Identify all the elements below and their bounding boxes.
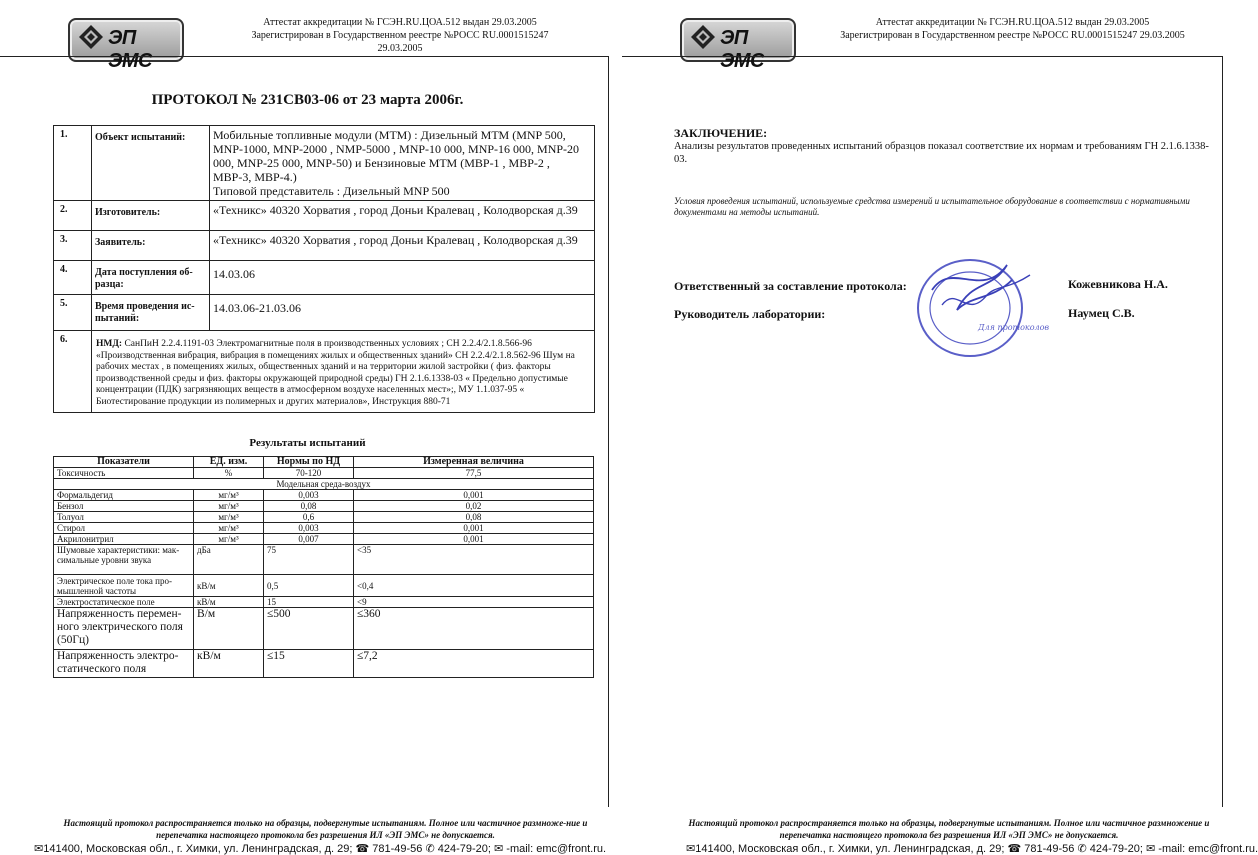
info-num: 5. bbox=[54, 295, 92, 331]
cell: Формальдегид bbox=[54, 490, 194, 501]
conclusion-heading: ЗАКЛЮЧЕНИЕ: bbox=[674, 126, 768, 140]
cell: ≤500 bbox=[264, 608, 354, 650]
cell: мг/м³ bbox=[194, 523, 264, 534]
info-row bbox=[54, 261, 595, 295]
cell: Шумовые характеристики: мак-симальные уровни звука bbox=[54, 545, 194, 575]
protocol-page-2 bbox=[622, 0, 1258, 855]
info-label: Заявитель: bbox=[92, 231, 210, 261]
table-row bbox=[54, 597, 594, 608]
info-value: 14.03.06-21.03.06 bbox=[210, 295, 595, 331]
info-row bbox=[54, 331, 595, 413]
section-label: Модельная среда-воздух bbox=[54, 479, 594, 490]
table-row bbox=[54, 575, 594, 597]
table-row bbox=[54, 501, 594, 512]
info-label: Дата поступления об-разца: bbox=[92, 261, 210, 295]
cell: 75 bbox=[264, 545, 354, 575]
typical-representative: Типовой представитель : Дизельный MNP 500 bbox=[213, 184, 450, 198]
logo-diamond-icon bbox=[690, 24, 716, 50]
cell: Напряженность электро-статического поля bbox=[54, 650, 194, 678]
info-label: Время проведения ис-пытаний: bbox=[92, 295, 210, 331]
object-description: Мобильные топливные модули (МТМ) : Дизельный МТМ (MNP 500, MNP-1000, MNP-2000 , NMP-5000 , MNP-10 000, MNP-16 000, MNP-20 000, MNP-25 000, MNP-50) и Бензиновые МТМ (МВР-1 , МВР-2 , МВР-3, МВР-4.) bbox=[213, 128, 580, 184]
signature-name-head: Наумец С.В. bbox=[1068, 306, 1135, 320]
cell: Стирол bbox=[54, 523, 194, 534]
nmd-label: НМД: bbox=[96, 339, 123, 349]
signature-role-head: Руководитель лаборатории: bbox=[674, 307, 826, 321]
cell: 0,5 bbox=[264, 575, 354, 597]
nmd-value: СанПиН 2.2.4.1191-03 Электромагнитные поля в производственных условиях ; СН 2.2.4/2.1.8.566-96 «Производственная вибрация, вибрация в помещениях жилых и общественных зданий» СН 2.2.4/2.1.8.562-96 Шум на рабочих местах , в помещениях жилых, общественных зданий и на территории жилой застройки ( физ. факторы производственной среды и физ. факторы окружающей природной среды) ГН 2.1.6.1338-03 « Предельно допустимые концентрации (ПДК) загрязняющих веществ в атмосферном воздухе населенных мест»;, МУ 1.1.037-95 « Биотестирование продукции из полимерных и других материалов», Инструкция 880-71 bbox=[96, 339, 575, 407]
cell: Бензол bbox=[54, 501, 194, 512]
info-value: «Техникс» 40320 Хорватия , город Доньи Кралевац , Колодворская д.39 bbox=[210, 201, 595, 231]
cell: <9 bbox=[354, 597, 594, 608]
accreditation-line-1: Аттестат аккредитации № ГСЭН.RU.ЦОА.512 выдан 29.03.2005 bbox=[263, 17, 537, 28]
cell: <0,4 bbox=[354, 575, 594, 597]
conclusion-text: Анализы результатов проведенных испытаний образцов показал соответствие их нормам и требованиям ГН 2.1.6.1338-03. bbox=[674, 141, 1209, 165]
table-row bbox=[54, 512, 594, 523]
cell: Электрическое поле тока про-мышленной частоты bbox=[54, 575, 194, 597]
section-row bbox=[54, 479, 594, 490]
table-row bbox=[54, 523, 594, 534]
info-row bbox=[54, 231, 595, 261]
cell: 0,08 bbox=[264, 501, 354, 512]
cell: Толуол bbox=[54, 512, 194, 523]
table-row bbox=[54, 650, 594, 678]
cell: ≤360 bbox=[354, 608, 594, 650]
logo-diamond-icon bbox=[78, 24, 104, 50]
info-num: 1. bbox=[54, 126, 92, 201]
info-label: Изготовитель: bbox=[92, 201, 210, 231]
cell: 0,001 bbox=[354, 523, 594, 534]
col-header: Нормы по НД bbox=[264, 457, 354, 468]
cell: Электростатическое поле bbox=[54, 597, 194, 608]
cell: дБа bbox=[194, 545, 264, 575]
cell: мг/м³ bbox=[194, 490, 264, 501]
cell: кВ/м bbox=[194, 650, 264, 678]
cell: Токсичность bbox=[54, 468, 194, 479]
cell: 0,02 bbox=[354, 501, 594, 512]
cell: ≤7,2 bbox=[354, 650, 594, 678]
cell: ≤15 bbox=[264, 650, 354, 678]
cell: 15 bbox=[264, 597, 354, 608]
info-value: 14.03.06 bbox=[210, 261, 595, 295]
info-row bbox=[54, 126, 595, 201]
col-header: Показатели bbox=[54, 457, 194, 468]
cell: мг/м³ bbox=[194, 534, 264, 545]
info-num: 6. bbox=[54, 331, 92, 413]
info-row bbox=[54, 201, 595, 231]
protocol-title: ПРОТОКОЛ № 231СВ03-06 от 23 марта 2006г. bbox=[151, 92, 464, 108]
laboratory-stamp bbox=[912, 250, 1050, 360]
info-num: 3. bbox=[54, 231, 92, 261]
footer-note: Настоящий протокол распространяется только на образцы, подвергнутые испытаниям. Полное или частичное размножение и перепечатка настоящего протокола без разрешения ИЛ «ЭП ЭМС» не допускается. bbox=[688, 818, 1210, 840]
cell: 0,6 bbox=[264, 512, 354, 523]
nmd-text bbox=[92, 331, 595, 413]
cell: 70-120 bbox=[264, 468, 354, 479]
cell: мг/м³ bbox=[194, 512, 264, 523]
signature-role-responsible: Ответственный за составление протокола: bbox=[674, 279, 907, 293]
cell: 0,001 bbox=[354, 490, 594, 501]
address-line: ✉141400, Московская обл., г. Химки, ул. Ленинградская, д. 29; ☎ 781-49-56 ✆ 424-79-20; ✉ -mail: emc@front.ru. bbox=[686, 843, 1258, 855]
cell: 0,003 bbox=[264, 523, 354, 534]
table-row bbox=[54, 490, 594, 501]
table-row bbox=[54, 468, 594, 479]
info-table bbox=[53, 125, 595, 413]
accreditation-line-1: Аттестат аккредитации № ГСЭН.RU.ЦОА.512 выдан 29.03.2005 bbox=[875, 17, 1150, 28]
stamp-text: Для протоколов bbox=[978, 323, 1050, 332]
cell: 0,08 bbox=[354, 512, 594, 523]
cell: 0,003 bbox=[264, 490, 354, 501]
table-row bbox=[54, 608, 594, 650]
accreditation-line-2: Зарегистрирован в Государственном реестре №РОСС RU.0001515247 29.03.2005 bbox=[840, 30, 1185, 41]
info-num: 4. bbox=[54, 261, 92, 295]
info-label: Объект испытаний: bbox=[92, 126, 210, 201]
address-line: ✉141400, Московская обл., г. Химки, ул. Ленинградская, д. 29; ☎ 781-49-56 ✆ 424-79-20; ✉ -mail: emc@front.ru. bbox=[34, 843, 607, 855]
table-row bbox=[54, 545, 594, 575]
info-row bbox=[54, 295, 595, 331]
accreditation-line-2: Зарегистрирован в Государственном реестре №РОСС RU.0001515247 29.03.2005 bbox=[251, 30, 549, 54]
logo-text: ЭП ЭМС bbox=[720, 27, 764, 72]
accreditation-info bbox=[840, 16, 1185, 42]
info-value bbox=[210, 126, 595, 201]
accreditation-info bbox=[230, 16, 570, 55]
results-title: Результаты испытаний bbox=[249, 437, 366, 449]
cell: Акрилонитрил bbox=[54, 534, 194, 545]
cell: Напряженность перемен-ного электрического поля (50Гц) bbox=[54, 608, 194, 650]
cell: 0,007 bbox=[264, 534, 354, 545]
protocol-page-1 bbox=[0, 0, 615, 855]
info-num: 2. bbox=[54, 201, 92, 231]
cell: кВ/м bbox=[194, 597, 264, 608]
cell: <35 bbox=[354, 545, 594, 575]
cell: мг/м³ bbox=[194, 501, 264, 512]
cell: 77,5 bbox=[354, 468, 594, 479]
cell: кВ/м bbox=[194, 575, 264, 597]
info-value: «Техникс» 40320 Хорватия , город Доньи Кралевац , Колодворская д.39 bbox=[210, 231, 595, 261]
page-frame bbox=[622, 56, 1223, 807]
results-header-row bbox=[54, 457, 594, 468]
col-header: Измеренная величина bbox=[354, 457, 594, 468]
logo-text: ЭП ЭМС bbox=[108, 27, 152, 72]
results-table bbox=[53, 456, 594, 678]
cell: В/м bbox=[194, 608, 264, 650]
col-header: ЕД. изм. bbox=[194, 457, 264, 468]
footer-note: Настоящий протокол распространяется только на образцы, подвергнутые испытаниям. Полное или частичное размноже-ние и перепечатка настоящего протокола без разрешения ИЛ «ЭП ЭМС» не допускается. bbox=[63, 818, 588, 840]
signature-name-responsible: Кожевникова Н.А. bbox=[1068, 277, 1168, 291]
conditions-note: Условия проведения испытаний, используемые средства измерений и испытательное оборудование в соответствии с нормативными документами на методы испытаний. bbox=[674, 196, 1190, 217]
cell: 0,001 bbox=[354, 534, 594, 545]
cell: % bbox=[194, 468, 264, 479]
table-row bbox=[54, 534, 594, 545]
